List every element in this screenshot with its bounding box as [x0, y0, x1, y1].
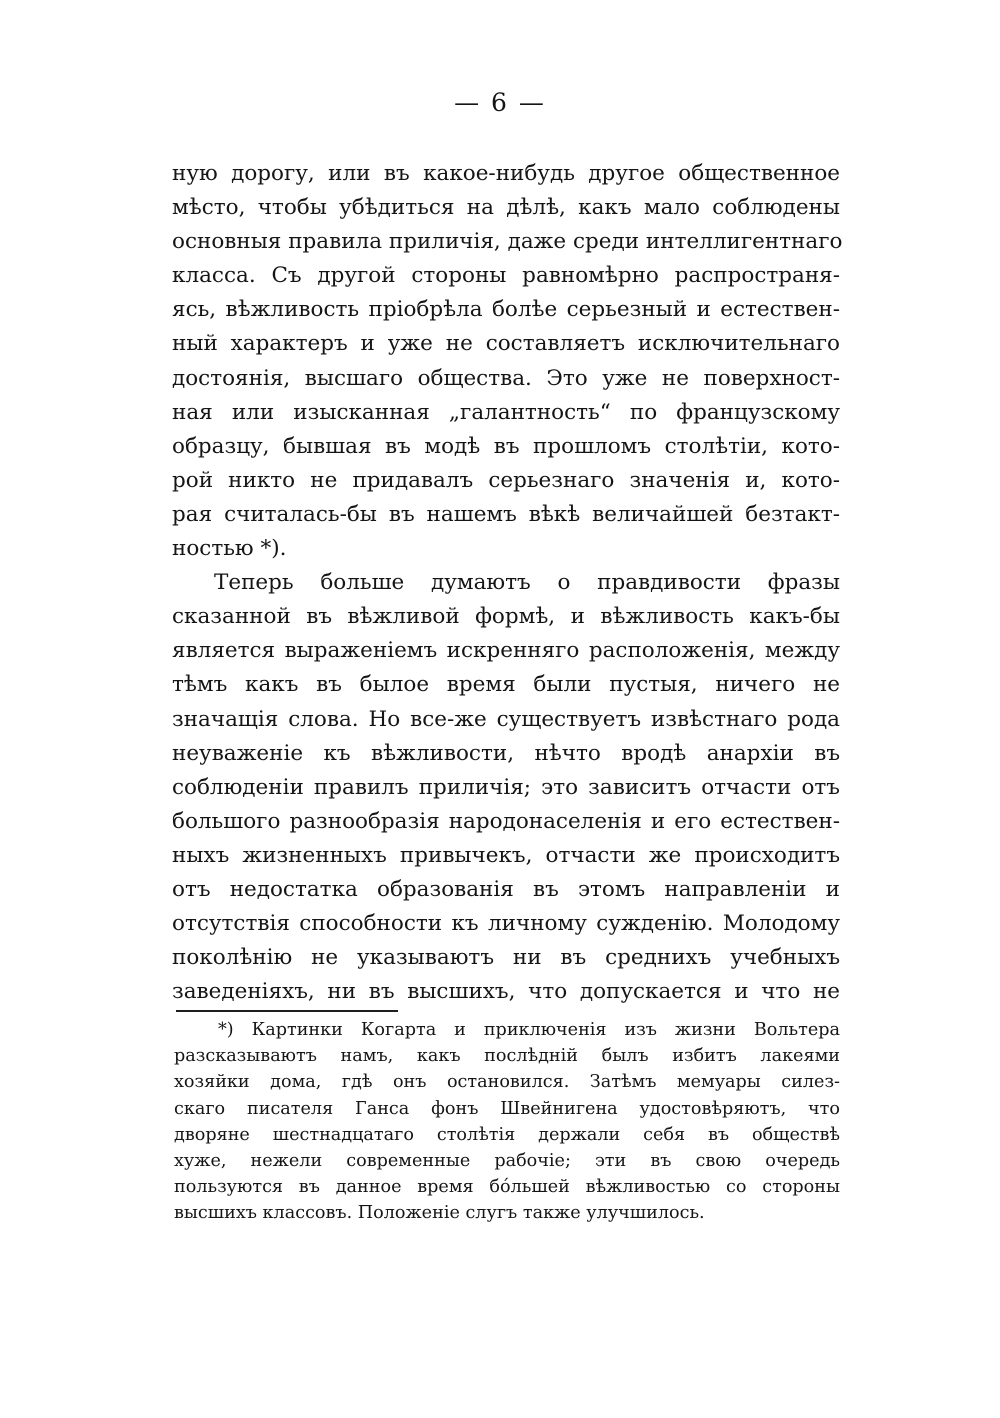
text-line: сказанной въ вѣжливой формѣ, и вѣжливость какъ-бы — [172, 604, 840, 630]
footnote-line: разсказываютъ намъ, какъ послѣдній былъ избитъ лакеями — [174, 1046, 840, 1067]
text-line: значащія слова. Но все-же существуетъ извѣстнаго рода — [172, 706, 840, 732]
text-line: соблюденіи правилъ приличія; это зависитъ отчасти отъ — [172, 774, 840, 800]
page-number: — 6 — — [454, 88, 546, 117]
footnote-divider — [176, 1010, 398, 1012]
text-line: образцу, бывшая въ модѣ въ прошломъ столѣтіи, кото- — [172, 433, 840, 459]
text-line: отсутствія способности къ личному сужденію. Молодому — [172, 911, 840, 937]
text-line: поколѣнію не указываютъ ни въ среднихъ учебныхъ — [172, 945, 840, 971]
footnote-line: пользуются въ данное время бóльшей вѣжливостью со стороны — [174, 1177, 840, 1198]
footnote-line: *) Картинки Когарта и приключенія изъ жизни Вольтера — [218, 1020, 840, 1040]
main-text-block — [172, 157, 843, 1009]
text-line: является выраженіемъ искренняго расположенія, между — [172, 638, 840, 664]
text-line: ностью *). — [172, 536, 287, 562]
text-line: заведеніяхъ, ни въ высшихъ, что допускается и что не — [172, 979, 840, 1005]
text-line: рая считалась-бы въ нашемъ вѣкѣ величайшей безтакт- — [172, 501, 840, 527]
text-line: мѣсто, чтобы убѣдиться на дѣлѣ, какъ мало соблюдены — [172, 195, 840, 221]
footnote-line: высшихъ классовъ. Положеніе слугъ также улучшилось. — [174, 1203, 705, 1224]
text-line: отъ недостатка образованія въ этомъ направленіи и — [172, 876, 840, 902]
text-line: большого разнообразія народонаселенія и его естествен- — [172, 808, 840, 834]
text-line: неуваженіе къ вѣжливости, нѣчто вродѣ анархіи въ — [172, 740, 840, 766]
footnote-line: хозяйки дома, гдѣ онъ остановился. Затѣмъ мемуары силез- — [174, 1072, 840, 1093]
text-line: тѣмъ какъ въ былое время были пустыя, ничего не — [172, 672, 840, 698]
text-line: ную дорогу, или въ какое-нибудь другое общественное — [172, 161, 840, 186]
text-line: ясь, вѣжливость пріобрѣла болѣе серьезный и естествен- — [172, 297, 840, 323]
text-line: ная или изысканная „галантность“ по французскому — [172, 399, 840, 425]
text-line: достоянія, высшаго общества. Это уже не поверхност- — [172, 365, 840, 391]
text-line: основныя правила приличія, даже среди интеллигентнаго — [172, 229, 843, 255]
footnote-line: хуже, нежели современные рабочіе; эти въ свою очередь — [174, 1150, 840, 1171]
text-line: класса. Съ другой стороны равномѣрно распространя- — [172, 263, 840, 289]
text-line: рой никто не придавалъ серьезнаго значенія и, кото- — [172, 467, 840, 493]
text-line: Теперь больше думаютъ о правдивости фразы — [214, 570, 840, 596]
footnote-block — [174, 1017, 840, 1227]
footnote-line: дворяне шестнадцатаго столѣтія держали себя въ обществѣ — [174, 1124, 840, 1145]
footnote-line: скаго писателя Ганса фонъ Швейнигена удостовѣряютъ, что — [174, 1098, 840, 1119]
text-line: ныхъ жизненныхъ привычекъ, отчасти же происходитъ — [172, 842, 840, 868]
text-line: ный характеръ и уже не составляетъ исключительнаго — [172, 331, 840, 357]
